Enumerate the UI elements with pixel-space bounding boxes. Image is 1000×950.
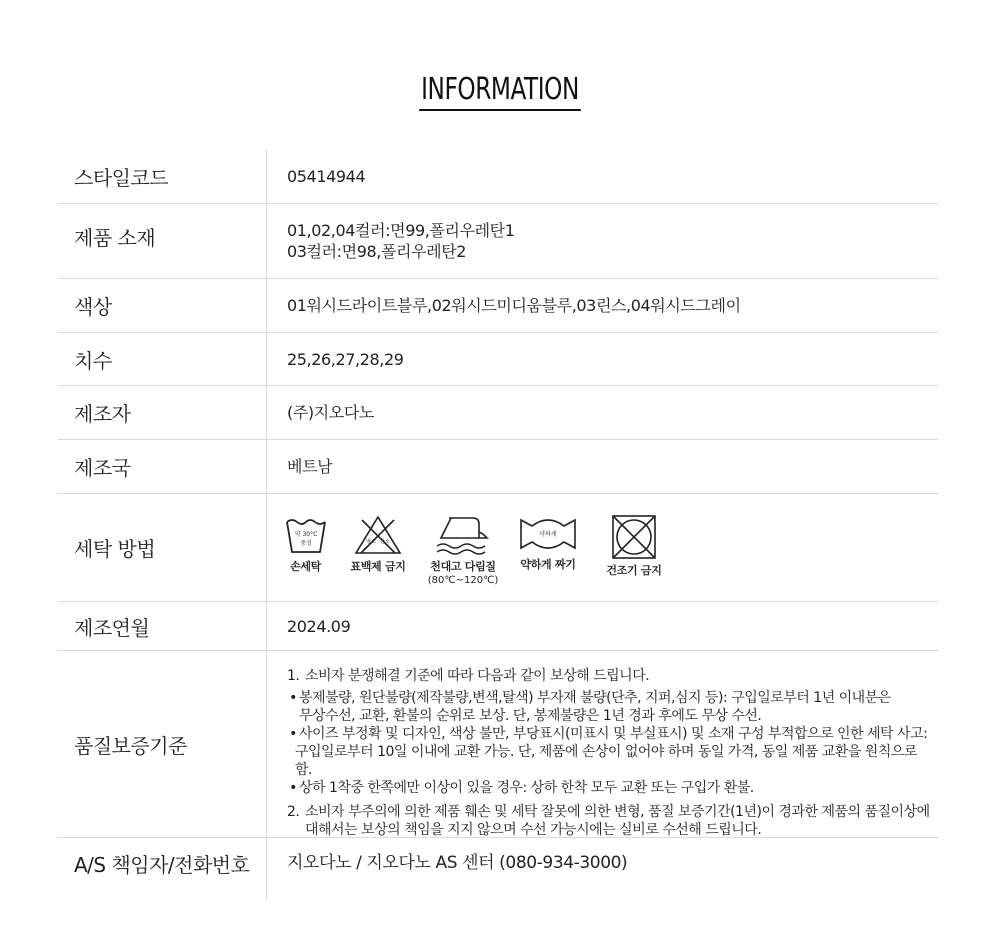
row-quality <box>58 651 938 838</box>
row-label: A/S 책임자/전화번호 <box>74 852 250 877</box>
quality-item-1: 소비자 분쟁해결 기준에 따라 다음과 같이 보상해 드립니다. <box>305 668 650 684</box>
row-value-line: 03컬러:면98,폴리우레탄2 <box>287 242 467 261</box>
hand-wash-item <box>278 514 333 574</box>
quality-text <box>287 667 937 839</box>
row-country <box>58 440 938 494</box>
row-value: (주)지오다노 <box>287 403 374 422</box>
row-value: 01워시드라이트블루,02워시드미디움블루,03린스,04워시드그레이 <box>287 296 741 315</box>
row-value-line: 01,02,04컬러:면99,폴리우레탄1 <box>287 221 515 240</box>
row-label: 제조연월 <box>74 615 150 640</box>
row-value: 05414944 <box>287 167 366 186</box>
row-material <box>58 204 938 279</box>
row-color <box>58 279 938 333</box>
iron-item <box>424 514 502 587</box>
quality-bullet-line: 상하 1착중 한쪽에만 이상이 있을 경우: 상하 한착 모두 교환 또는 구입가 환불. <box>299 780 754 796</box>
row-value: 2024.09 <box>287 616 351 636</box>
row-label: 색상 <box>74 295 112 319</box>
icon-caption: 건조기 금지 <box>606 564 662 577</box>
no-bleach-item <box>344 514 412 574</box>
item-number: 2. <box>287 804 300 820</box>
row-value: 25,26,27,28,29 <box>287 349 404 369</box>
quality-item-2-line: 소비자 부주의에 의한 제품 훼손 및 세탁 잘못에 의한 변형, 품질 보증기간(1년)이 경과한 제품의 품질이상에 <box>305 804 930 820</box>
quality-bullet-line: 사이즈 부정확 및 디자인, 색상 불만, 부당표시(미표시 및 부실표시) 및 소재 구성 부적합으로 인한 세탁 사고: <box>299 726 928 742</box>
row-size <box>58 333 938 386</box>
hand-wash-temp: 약 30°C <box>294 531 317 538</box>
bullet: • <box>289 726 297 742</box>
quality-bullet-line: 봉제불량, 원단불량(제작불량,변색,탈색) 부자재 불량(단추, 지퍼,심지 등): 구입일로부터 1년 이내분은 <box>299 690 891 706</box>
row-maker <box>58 386 938 440</box>
no-bleach-oxygen: 산소 <box>380 539 390 545</box>
row-date <box>58 602 938 651</box>
no-tumble-dry-item <box>596 514 672 578</box>
row-washing <box>58 494 938 602</box>
bullet: • <box>289 690 297 706</box>
gentle-wring-item <box>514 514 582 572</box>
bullet: • <box>289 780 297 796</box>
gentle-wring-icon <box>518 514 578 554</box>
no-bleach-chlorine: 염소 <box>366 539 376 545</box>
icon-caption: 표백제 금지 <box>350 560 406 573</box>
no-tumble-dry-icon <box>611 514 657 560</box>
row-style-code <box>58 150 938 204</box>
row-label: 제품 소재 <box>74 226 156 250</box>
page-title: INFORMATION <box>70 72 930 111</box>
row-label: 제조국 <box>74 456 131 480</box>
row-label: 세탁 방법 <box>74 537 156 561</box>
iron-icon <box>435 514 491 556</box>
row-label: 치수 <box>74 348 112 373</box>
item-number: 1. <box>287 668 300 684</box>
quality-bullet-line: 무상수선, 교환, 환불의 순위로 보상. 단, 봉제불량은 1년 경과 후에도 무상 수선. <box>299 708 762 724</box>
hand-wash-icon <box>284 514 328 556</box>
row-label: 스타일코드 <box>74 166 169 190</box>
hand-wash-detergent: 중성 <box>299 540 312 547</box>
icon-caption: 약하게 짜기 <box>520 558 576 571</box>
icon-subcaption: (80℃~120℃) <box>427 575 499 586</box>
icon-caption: 천대고 다림질 <box>430 560 496 573</box>
gentle-wring-label: 약하게 <box>539 531 557 538</box>
quality-item-2-line: 대해서는 보상의 책임을 지지 않으며 수선 가능시에는 실비로 수선해 드립니다. <box>305 822 762 838</box>
icon-caption: 손세탁 <box>290 560 321 573</box>
quality-bullet-line: 구입일로부터 10일 이내에 교환 가능. 단, 제품에 손상이 없어야 하며 동일 가격, 동일 제품 교환을 원칙으로 함. <box>295 744 917 778</box>
row-value: 지오다노 / 지오다노 AS 센터 (080-934-3000) <box>287 852 628 873</box>
row-as <box>58 838 938 888</box>
row-label: 제조자 <box>74 402 131 426</box>
row-value: 베트남 <box>287 457 333 476</box>
row-label: 품질보증기준 <box>74 733 187 758</box>
no-bleach-icon <box>353 514 403 556</box>
